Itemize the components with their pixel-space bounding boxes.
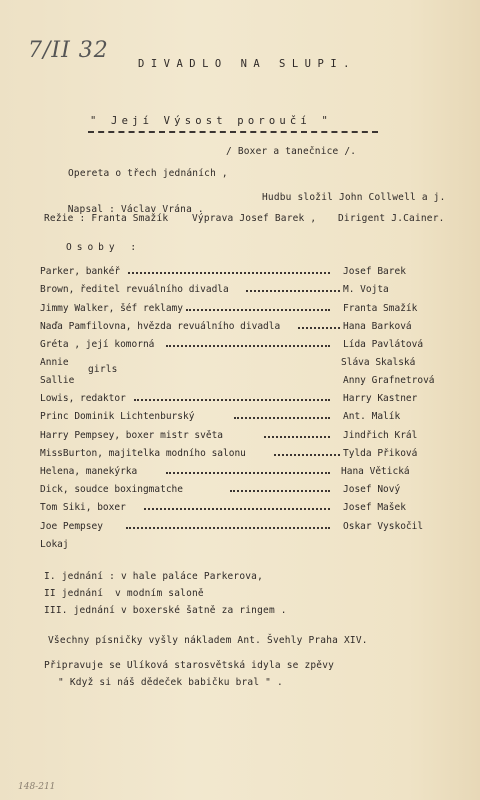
cast-role: Lokaj xyxy=(40,539,69,550)
cast-row xyxy=(0,448,480,462)
cast-role: Lowis, redaktor xyxy=(40,393,126,404)
cast-role: MissBurton, majitelka modního salonu xyxy=(40,448,246,459)
cast-actor: Tylda Přiková xyxy=(343,448,418,459)
cast-row xyxy=(0,393,480,407)
genre-line: Opereta o třech jednáních , xyxy=(68,168,228,179)
dot-leader xyxy=(126,521,330,529)
cast-role: Brown, ředitel revuálního divadla xyxy=(40,284,229,295)
cast-role: Naďa Pamfilovna, hvězda revuálního divadla xyxy=(40,321,281,332)
girls-label: girls xyxy=(88,364,118,375)
cast-actor: Ant. Malík xyxy=(343,411,401,422)
play-title: " Její Výsost poroučí " xyxy=(90,115,332,127)
dot-leader xyxy=(166,466,330,474)
cast-role: Tom Siki, boxer xyxy=(40,502,126,513)
design-credit: Výprava Josef Barek , xyxy=(192,213,317,224)
cast-row xyxy=(0,321,480,335)
cast-row xyxy=(0,411,480,425)
director-credit: Režie : Franta Smažík xyxy=(44,213,169,224)
cast-actor: Harry Kastner xyxy=(343,393,418,404)
author-credit: Napsal : Václav Vrána . xyxy=(67,204,204,215)
dot-leader xyxy=(246,284,340,292)
cast-actor: M. Vojta xyxy=(343,284,389,295)
conductor-credit: Dirigent J.Cainer. xyxy=(338,213,445,224)
cast-row xyxy=(0,484,480,498)
act-3: III. jednání v boxerské šatně za ringem . xyxy=(44,605,287,616)
cast-row xyxy=(0,266,480,280)
songs-note: Všechny písničky vyšly nákladem Ant. Švehly Praha XIV. xyxy=(48,635,368,646)
upcoming-note: Připravuje se Ulíková starosvětská idyla se zpěvy xyxy=(44,660,335,671)
cast-role: Helena, manekýrka xyxy=(40,466,138,477)
cast-row xyxy=(0,502,480,516)
dot-leader xyxy=(128,266,330,274)
cast-row xyxy=(0,303,480,317)
handwritten-bottom-note: 148-211 xyxy=(18,782,56,792)
title-underline xyxy=(88,131,378,133)
dot-leader xyxy=(186,303,330,311)
cast-actor: Josef Nový xyxy=(343,484,401,495)
dot-leader xyxy=(230,484,330,492)
cast-row xyxy=(0,430,480,444)
cast-row xyxy=(0,284,480,298)
cast-heading: Osoby : xyxy=(66,242,142,253)
music-credit: Hudbu složil John Collwell a j. xyxy=(262,192,446,203)
dot-leader xyxy=(274,448,340,456)
cast-actor: Josef Barek xyxy=(343,266,406,277)
cast-row xyxy=(0,466,480,480)
cast-actor: Josef Mašek xyxy=(343,502,406,513)
cast-row xyxy=(0,521,480,535)
cast-role: Annie xyxy=(40,357,69,368)
cast-role: Gréta , její komorná xyxy=(40,339,155,350)
cast-actor: Sláva Skalská xyxy=(341,357,416,368)
act-1: I. jednání : v hale paláce Parkerova, xyxy=(44,571,264,582)
dot-leader xyxy=(234,411,330,419)
upcoming-title: " Když si náš dědeček babičku bral " . xyxy=(58,677,283,688)
cast-row xyxy=(0,375,480,389)
dot-leader xyxy=(134,393,330,401)
cast-actor: Jindřich Král xyxy=(343,430,418,441)
cast-role: Jimmy Walker, šéf reklamy xyxy=(40,303,183,314)
act-2: II jednání v modním saloně xyxy=(44,588,204,599)
handwritten-archive-number: 7/II 32 xyxy=(28,38,109,63)
cast-role: Princ Dominik Lichtenburský xyxy=(40,411,195,422)
cast-row xyxy=(0,539,480,553)
dot-leader xyxy=(144,502,330,510)
cast-role: Dick, soudce boxingmatche xyxy=(40,484,183,495)
cast-actor: Oskar Vyskočil xyxy=(343,521,424,532)
dot-leader xyxy=(166,339,330,347)
dot-leader xyxy=(264,430,330,438)
cast-actor: Lída Pavlátová xyxy=(343,339,424,350)
cast-actor: Hana Větická xyxy=(341,466,410,477)
cast-role: Sallie xyxy=(40,375,75,386)
dot-leader xyxy=(298,321,340,329)
cast-actor: Anny Grafnetrová xyxy=(343,375,435,386)
theatre-name: DIVADLO NA SLUPI. xyxy=(138,58,356,70)
cast-row xyxy=(0,357,480,371)
cast-row xyxy=(0,339,480,353)
play-subtitle: / Boxer a tanečnice /. xyxy=(226,146,357,157)
cast-actor: Hana Barková xyxy=(343,321,412,332)
cast-role: Harry Pempsey, boxer mistr světa xyxy=(40,430,224,441)
cast-role: Parker, bankéř xyxy=(40,266,121,277)
cast-actor: Franta Smažík xyxy=(343,303,418,314)
cast-role: Joe Pempsey xyxy=(40,521,103,532)
